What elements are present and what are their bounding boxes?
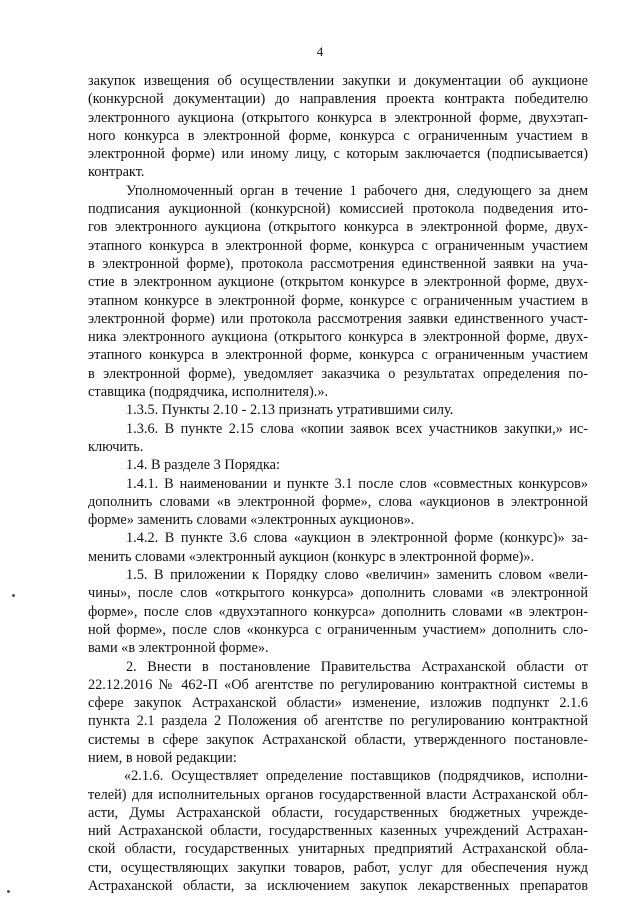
text-line: стие в электронном аукционе (открытом конкурсе в электронной форме, двух- — [88, 274, 588, 291]
text-line: этапного конкурса в электронной форме, конкурса с ограниченным участием — [88, 237, 588, 254]
text-line: ной форме», после слов «конкурса с ограниченным участием» дополнить сло- — [88, 621, 588, 638]
text-line: этапном конкурсе в электронной форме, конкурсе с ограниченным участием в — [88, 292, 588, 309]
text-line: гов электронного аукциона (открытого конкурса в электронной форме, двух- — [88, 219, 588, 236]
text-line: электронной форме) или протокола рассмотрения заявки единственного участ- — [88, 310, 588, 327]
text-line: электронной форме) или иному лицу, с которым заключается (подписывается) — [88, 146, 588, 163]
text-line: чины», после слов «открытого конкурса» дополнить словами «в электронной — [88, 585, 588, 602]
text-line: ного конкурса в электронной форме, конкурса с ограниченным участием в — [88, 127, 588, 144]
text-line: закупок извещения об осуществлении закупки и документации об аукционе — [88, 73, 588, 89]
text-line: 1.3.5. Пункты 2.10 - 2.13 признать утратившими силу. — [126, 402, 454, 419]
text-line: менить словами «электронный аукцион (конкурс в электронной форме)». — [88, 548, 535, 565]
text-line: 1.4. В разделе 3 Порядка: — [126, 457, 280, 474]
text-line: электронного аукциона (открытого конкурса в электронной форме, двухэтап- — [88, 109, 588, 126]
text-line: в электронной форме), протокола рассмотрения единственной заявки на уча- — [88, 255, 588, 272]
text-line: 2. Внести в постановление Правительства Астраханской области от — [126, 658, 588, 675]
text-line: 1.5. В приложении к Порядку слово «величин» заменить словом «вели- — [126, 567, 588, 584]
body-text — [88, 72, 588, 895]
text-line: Астраханской области, за исключением закупок лекарственных препаратов — [88, 878, 588, 895]
text-line: «2.1.6. Осуществляет определение поставщиков (подрядчиков, исполни- — [124, 768, 588, 785]
text-line: 1.4.2. В пункте 3.6 слова «аукцион в электронной форме (конкурс)» за- — [126, 530, 588, 547]
text-line: этапного конкурса в электронной форме, конкурса с ограниченным участием — [88, 347, 588, 364]
text-line: нием, в новой редакции: — [88, 749, 237, 766]
text-line: (конкурсной документации) до направления проекта контракта победителю — [88, 91, 588, 108]
text-line: ской области, государственных унитарных предприятий Астраханской обла- — [88, 841, 588, 858]
text-line: подписания аукционной (конкурсной) комиссией протокола подведения ито- — [88, 201, 588, 218]
text-line: вами «в электронной форме». — [88, 640, 269, 657]
text-line: сфере закупок Астраханской области» изменение, изложив подпункт 2.1.6 — [88, 695, 588, 712]
text-line: 1.4.1. В наименовании и пункте 3.1 после слов «совместных конкурсов» — [126, 475, 588, 492]
text-line: ключить. — [88, 438, 144, 455]
text-line: телей) для исполнительных органов государственной власти Астраханской обл- — [88, 786, 588, 803]
text-line: контракт. — [88, 164, 145, 181]
text-line: в электронной форме), уведомляет заказчика о результатах определения по- — [88, 365, 588, 382]
text-line: ставщика (подрядчика, исполнителя).». — [88, 384, 329, 401]
text-line: Уполномоченный орган в течение 1 рабочего дня, следующего за днем — [126, 182, 588, 199]
text-line: 1.3.6. В пункте 2.15 слова «копии заявок всех участников закупки,» ис- — [126, 420, 588, 437]
text-line: ника электронного аукциона (открытого конкурса в электронной форме, двух- — [88, 329, 588, 346]
text-line: пункта 2.1 раздела 2 Положения об агентстве по регулированию контрактной — [88, 713, 588, 730]
text-line: ний Астраханской области, государственных казенных учреждений Астрахан- — [88, 823, 588, 840]
text-line: дополнить словами «в электронной форме», слова «аукционов в электронной — [88, 493, 588, 510]
text-line: 22.12.2016 № 462-П «Об агентстве по регулированию контрактной системы в — [88, 676, 588, 693]
text-line: системы в сфере закупок Астраханской области, утвержденного постановле- — [88, 731, 588, 748]
text-line: асти, Думы Астраханской области, государственных бюджетных учрежде- — [88, 804, 588, 821]
page-number: 4 — [316, 44, 324, 59]
scan-speck — [12, 594, 15, 597]
text-line: форме», после слов «двухэтапного конкурса» дополнить словами «в электрон- — [88, 603, 588, 620]
scan-speck — [7, 890, 10, 893]
text-line: форме» заменить словами «электронных аукционов». — [88, 512, 415, 529]
text-line: сти, осуществляющих закупки товаров, работ, услуг для обеспечения нужд — [88, 859, 588, 876]
